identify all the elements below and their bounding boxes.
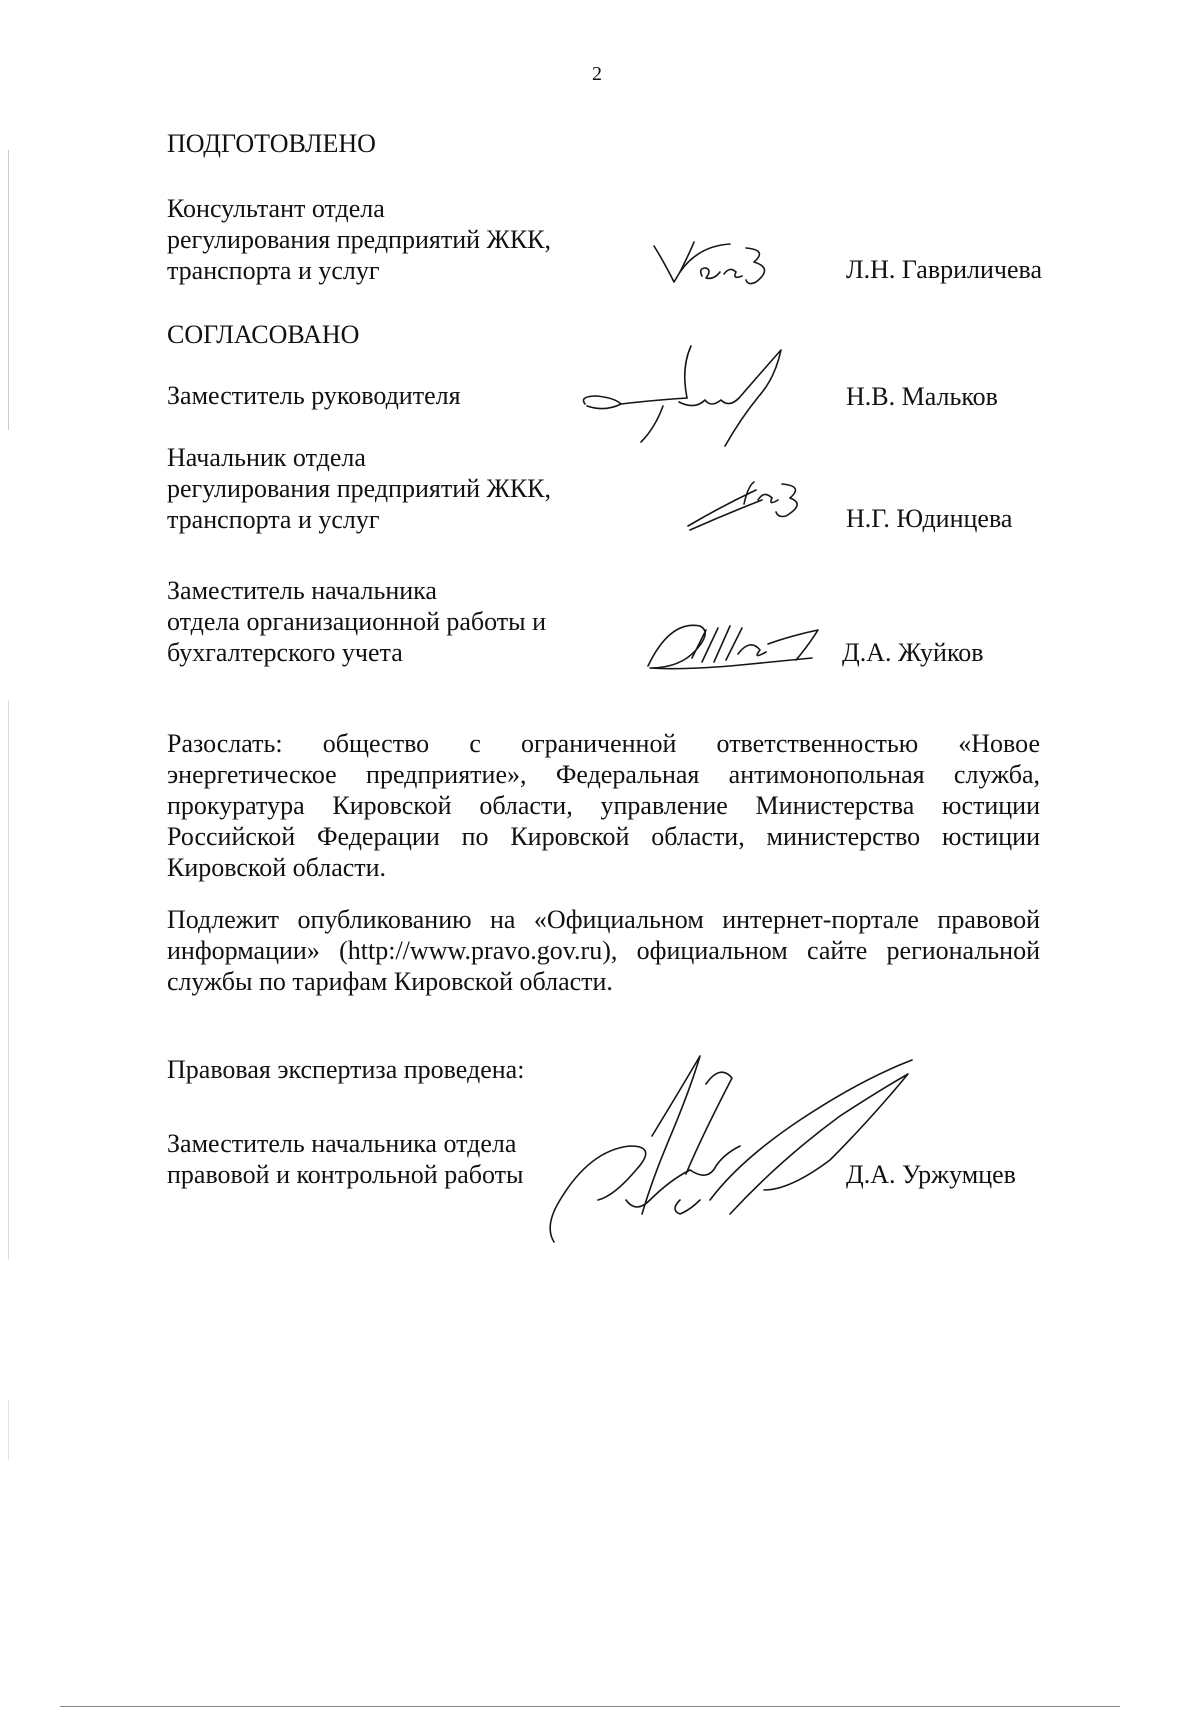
scan-edge-mark — [8, 150, 9, 430]
signer-position — [167, 442, 551, 535]
position-line: отдела организационной работы и — [167, 607, 547, 636]
position-line: транспорта и услуг — [167, 256, 380, 285]
scan-bottom-line — [60, 1706, 1120, 1707]
agreed-heading: СОГЛАСОВАНО — [167, 320, 360, 349]
position-line: регулирования предприятий ЖКК, — [167, 225, 552, 254]
signature-urzhumtsev — [540, 1050, 940, 1250]
legal-position — [167, 1128, 523, 1190]
signer-name: Л.Н. Гавриличева — [846, 255, 1043, 284]
signature-zhuikov — [640, 610, 840, 680]
signer-name: Н.В. Мальков — [846, 382, 998, 411]
signer-name: Н.Г. Юдинцева — [846, 504, 1013, 533]
paragraph-line: Разослать: общество с ограниченной ответственностью «Новое — [167, 729, 1040, 758]
legal-heading: Правовая экспертиза проведена: — [167, 1055, 525, 1084]
distribution-paragraph — [167, 728, 1040, 883]
position-line: Заместитель начальника — [167, 576, 437, 605]
position-line: регулирования предприятий ЖКК, — [167, 474, 552, 503]
publication-paragraph — [167, 904, 1040, 997]
paragraph-line: службы по тарифам Кировской области. — [167, 967, 613, 996]
paragraph-line: Российской Федерации по Кировской области, министерство юстиции — [167, 822, 1040, 851]
position-line: правовой и контрольной работы — [167, 1160, 524, 1189]
position-line: бухгалтерского учета — [167, 638, 403, 667]
position-line: транспорта и услуг — [167, 505, 380, 534]
paragraph-line: информации» (http://www.pravo.gov.ru), официальном сайте региональной — [167, 936, 1040, 965]
paragraph-line: Кировской области. — [167, 853, 387, 882]
paragraph-line: Подлежит опубликованию на «Официальном интернет-портале правовой — [167, 905, 1040, 934]
scan-edge-mark — [8, 1400, 9, 1460]
signature-yudintseva — [682, 470, 812, 540]
paragraph-line: энергетическое предприятие», Федеральная антимонопольная служба, — [167, 760, 1040, 789]
paragraph-line: прокуратура Кировской области, управление Министерства юстиции — [167, 791, 1040, 820]
scan-edge-mark — [8, 700, 9, 1260]
signer-name: Д.А. Уржумцев — [846, 1160, 1016, 1189]
signer-position — [167, 575, 546, 668]
position-line: Начальник отдела — [167, 443, 366, 472]
prepared-heading: ПОДГОТОВЛЕНО — [167, 129, 376, 158]
signature-malkov — [575, 338, 795, 458]
position-line: Заместитель руководителя — [167, 381, 461, 410]
position-line: Консультант отдела — [167, 194, 385, 223]
prepared-position — [167, 193, 551, 286]
signature-gavrilicheva — [650, 232, 780, 302]
signer-name: Д.А. Жуйков — [842, 638, 984, 667]
page-number: 2 — [592, 63, 602, 85]
position-line: Заместитель начальника отдела — [167, 1129, 517, 1158]
